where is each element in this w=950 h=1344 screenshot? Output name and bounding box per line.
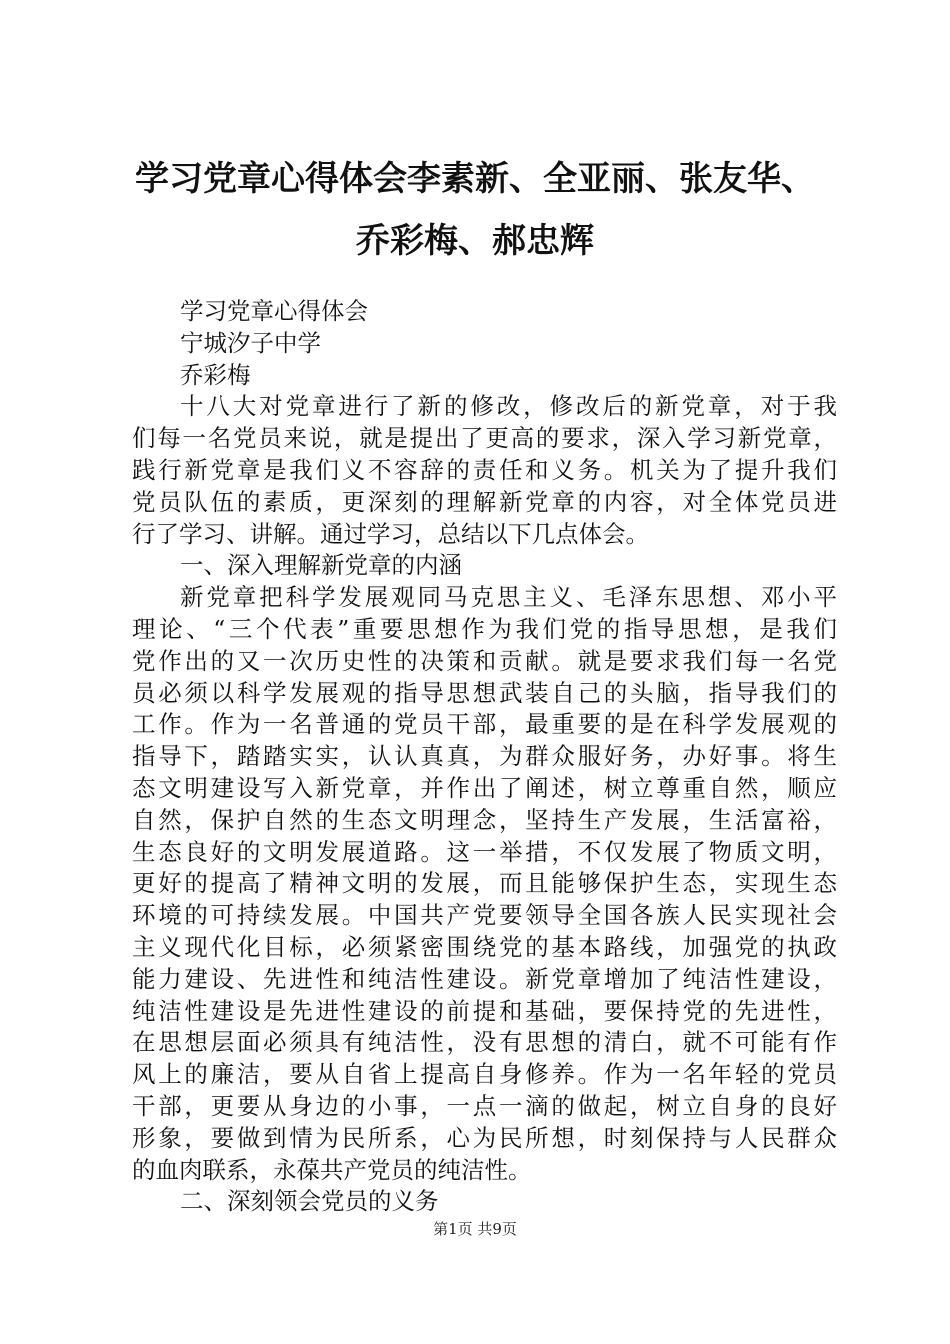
page-number: 第1页 共9页 bbox=[433, 1220, 517, 1238]
paragraph-line: 的血肉联系，永葆共产党员的纯洁性。 bbox=[132, 1155, 532, 1184]
document-body bbox=[132, 296, 837, 1218]
paragraph-line: 风上的廉洁，要从自省上提高自身修养。作为一名年轻的党员 bbox=[132, 1060, 837, 1089]
section-heading: 一、深入理解新党章的内涵 bbox=[180, 551, 462, 580]
paragraph-line: 环境的可持续发展。中国共产党要领导全国各族人民实现社会 bbox=[132, 901, 837, 930]
paragraph-line: 指导下，踏踏实实，认认真真，为群众服好务，办好事。将生 bbox=[132, 742, 837, 771]
paragraph-line: 更好的提高了精神文明的发展，而且能够保护生态，实现生态 bbox=[132, 869, 837, 898]
paragraph-line: 态文明建设写入新党章，并作出了阐述，树立尊重自然，顺应 bbox=[132, 773, 837, 802]
paragraph-line: 十八大对党章进行了新的修改，修改后的新党章，对于我 bbox=[180, 392, 837, 421]
subtitle-line: 学习党章心得体会 bbox=[180, 297, 368, 325]
school-line: 宁城汐子中学 bbox=[180, 328, 321, 357]
paragraph-line: 在思想层面必须具有纯洁性，没有思想的清白，就不可能有作 bbox=[132, 1028, 837, 1057]
paragraph-line: 主义现代化目标，必须紧密围绕党的基本路线，加强党的执政 bbox=[132, 932, 837, 961]
paragraph-line: 纯洁性建设是先进性建设的前提和基础，要保持党的先进性， bbox=[132, 996, 837, 1025]
paragraph-line: 能力建设、先进性和纯洁性建设。新党章增加了纯洁性建设， bbox=[132, 964, 837, 993]
paragraph-line: 干部，更要从身边的小事，一点一滴的做起，树立自身的良好 bbox=[132, 1091, 837, 1120]
section-heading: 二、深刻领会党员的义务 bbox=[180, 1187, 439, 1216]
paragraph-line: 们每一名党员来说，就是提出了更高的要求，深入学习新党章， bbox=[132, 424, 837, 453]
author-line: 乔彩梅 bbox=[180, 360, 251, 389]
paragraph-line: 党作出的又一次历史性的决策和贡献。就是要求我们每一名党 bbox=[132, 646, 837, 675]
paragraph-line: 党员队伍的素质，更深刻的理解新党章的内容，对全体党员进 bbox=[132, 487, 837, 516]
paragraph-line: 形象，要做到情为民所系，心为民所想，时刻保持与人民群众 bbox=[132, 1123, 837, 1152]
paragraph-line: 新党章把科学发展观同马克思主义、毛泽东思想、邓小平 bbox=[180, 583, 837, 612]
title-line-2: 乔彩梅、郝忠辉 bbox=[356, 221, 594, 261]
paragraph-line: 践行新党章是我们义不容辞的责任和义务。机关为了提升我们 bbox=[132, 455, 837, 484]
paragraph-line: 生态良好的文明发展道路。这一举措，不仅发展了物质文明， bbox=[132, 837, 837, 866]
paragraph-line: 行了学习、讲解。通过学习，总结以下几点体会。 bbox=[132, 519, 649, 548]
paragraph-line: 员必须以科学发展观的指导思想武装自己的头脑，指导我们的 bbox=[132, 678, 837, 707]
paragraph-line: 自然，保护自然的生态文明理念，坚持生产发展，生活富裕， bbox=[132, 805, 837, 834]
paragraph-line: 工作。作为一名普通的党员干部，最重要的是在科学发展观的 bbox=[132, 710, 837, 739]
title-line-1: 学习党章心得体会李素新、全亚丽、张友华、 bbox=[135, 159, 815, 199]
paragraph-line: 理论、“三个代表”重要思想作为我们党的指导思想，是我们 bbox=[132, 614, 837, 643]
